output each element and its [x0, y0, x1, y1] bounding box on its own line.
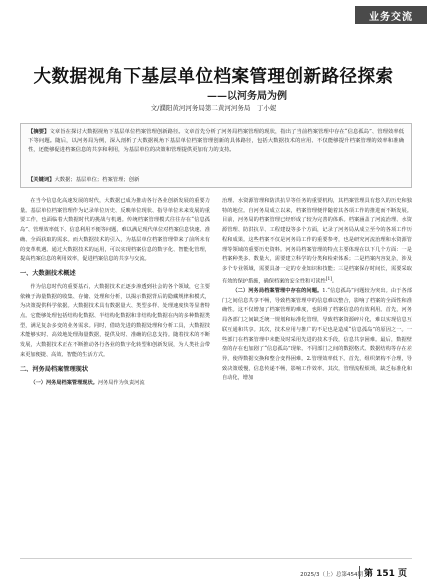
subheading-1: （一）河务局档案管理现状。: [30, 379, 98, 386]
problems-paragraph: [222, 287, 412, 384]
right-column: [222, 197, 412, 562]
keywords-text: 大数据；基层单位；档案管理；创新: [54, 177, 140, 183]
abstract-label: 【摘要】: [28, 129, 50, 135]
status-paragraph-text: 河务局作为负责河流: [97, 379, 145, 386]
article-title: 大数据视角下基层单位档案管理创新路径探索: [33, 67, 394, 87]
bigdata-overview-paragraph: 作为信息时代的重要基石，大数据技术正逐步渗透到社会的各个领域，它主要依赖于海量数据的收集、存储、处理和分析，以揭示数据背后的隐藏规律和模式，为决策提供科学依据。大数据技术具有数据量大、类型多样、处理速度快等显著特点。它能够处理包括结构化数据、半结构化数据和非结构化数据在内的多种数据类型，满足复杂多变的业务需求。同时，借助先进的数据处理和分析工具，大数据技术能够实时、高效地处理海量数据，提供及时、准确的信息支持。随着技术的不断发展，大数据技术正在不断推动各行各业的数字化转型和创新发展，为人类社会带来更加便捷、高效、智能的生活方式。: [20, 283, 210, 358]
left-column: [20, 197, 210, 537]
subheading-2: （二）河务局档案管理中存在的问题。: [232, 288, 323, 295]
page-number: 第 151 页: [359, 566, 407, 579]
keywords-label: 【关键词】: [28, 177, 55, 183]
section-heading-1: 一、大数据技术概述: [20, 269, 76, 277]
intro-paragraph: 在当今信息化高速发展的时代，大数据已成为推动各行各业创新发展的重要力量。基层单位档案管理作为记录单位历史、反映单位现状、指导单位未来发展的重要工作，也面临着大数据时代的挑战与机遇。传统档案管理模式往往存在“信息孤岛”、管理效率低下、信息利用不便等问题，难以满足现代单位对档案信息快速、准确、全面获取的需求。而大数据技术的引入，为基层单位档案管理带来了前所未有的变革机遇。通过大数据技术的运用，可以实现档案信息的数字化、智能化管理，提高档案信息的利用效率，促进档案信息的共享与交流。: [20, 198, 210, 263]
article-subtitle: ——以河务局为例: [207, 91, 287, 102]
abstract-text-block: [28, 128, 404, 175]
footer-divider: [20, 558, 412, 559]
citation-marker: [1]: [325, 276, 332, 282]
problems-paragraph-text: 1.“信息孤岛”问题较为突出。由于各部门之间信息共享不畅，导致档案管理中的信息难以整合，影响了档案的全面性和准确性。这不仅增加了档案管理的难度，也阻碍了档案信息的有效利用。首先，河务局各部门之间缺乏统一规划和标准化管理，导致档案资源碎片化，难以实现信息互联互通和共享。其次，技术应用与推广的不足也是造成“信息孤岛”的原因之一。一些部门在档案管理中未能及时采用先进的技术手段，信息共享困难。最后，数据壁垒的存在也加剧了“信息孤岛”现象。不同部门之间的数据格式、数据结构等存在差异，使得数据交换和整合变得困难。2.管理效率低下。首先，组织架构不合理，导致决策缓慢，信息传递不畅，影响工作效率。其次，管理流程烦琐，缺乏标准化和自动化，增加: [222, 288, 412, 382]
author-line: 文/濮阳黄河河务局第二黄河河务局 丁小妮: [150, 104, 277, 112]
status-continued-paragraph: 治理、水资源管理和防洪抗旱等任务的重要机构，其档案管理具有悠久的历史和独特的地位。自河务局成立以来，档案管理便伴随着其各项工作的推进而不断发展。目前，河务局的档案管理已经形成了较为完善的体系。档案涵盖了河流治理、水资源管理、防洪抗旱、工程建设等多个方面，记录了河务局从成立至今的各项工作历程和成果。这些档案不仅是河务局工作的重要参考，也是研究河流治理和水资源管理等领域的重要历史资料。河务局档案管理的特点主要体现在以下几个方面：一是档案种类多、数量大，需要建立科学的分类和检索体系；二是档案内容复杂，涉及多个专业领域，需要具备一定的专业知识和技能；三是档案保存时间长，需要采取有效的保护措施，确保档案的安全性和可读性[1]。: [222, 198, 412, 285]
status-continued-text: 治理、水资源管理和防洪抗旱等任务的重要机构，其档案管理具有悠久的历史和独特的地位。自河务局成立以来，档案管理便伴随着其各项工作的推进而不断发展。目前，河务局的档案管理已经形成了较为完善的体系。档案涵盖了河流治理、水资源管理、防洪抗旱、工程建设等多个方面，记录了河务局从成立至今的各项工作历程和成果。这些档案不仅是河务局工作的重要参考，也是研究河流治理和水资源管理等领域的重要历史资料。河务局档案管理的特点主要体现在以下几个方面：一是档案种类多、数量大，需要建立科学的分类和检索体系；二是档案内容复杂，涉及多个专业领域，需要具备一定的专业知识和技能；三是档案保存时间长，需要采取有效的保护措施，确保档案的安全性和可读性: [222, 198, 412, 285]
issue-info: 2025/3（上）总第454期: [300, 572, 363, 578]
keywords-line: [28, 176, 404, 185]
section-heading-2: 二、河务局档案管理现状: [20, 365, 89, 373]
status-paragraph: [20, 379, 210, 389]
abstract-box: [20, 123, 412, 188]
abstract-text: 文章旨在探讨大数据视角下基层单位档案管理创新路径。文章首先分析了河务局档案管理的现状，指出了当前档案管理中存在“信息孤岛”、管理效率低下等问题。随后，以河务局为例，深入剖析了大数据视角下基层单位档案管理创新的具体路径，包括大数据技术的应用、不仅能够提升档案管理的效率和准确性，还能够促进档案信息的共享和利用，为基层单位的决策和管理提供更加有力的支持。: [28, 129, 404, 154]
section-tag: 业务交流: [355, 6, 427, 24]
